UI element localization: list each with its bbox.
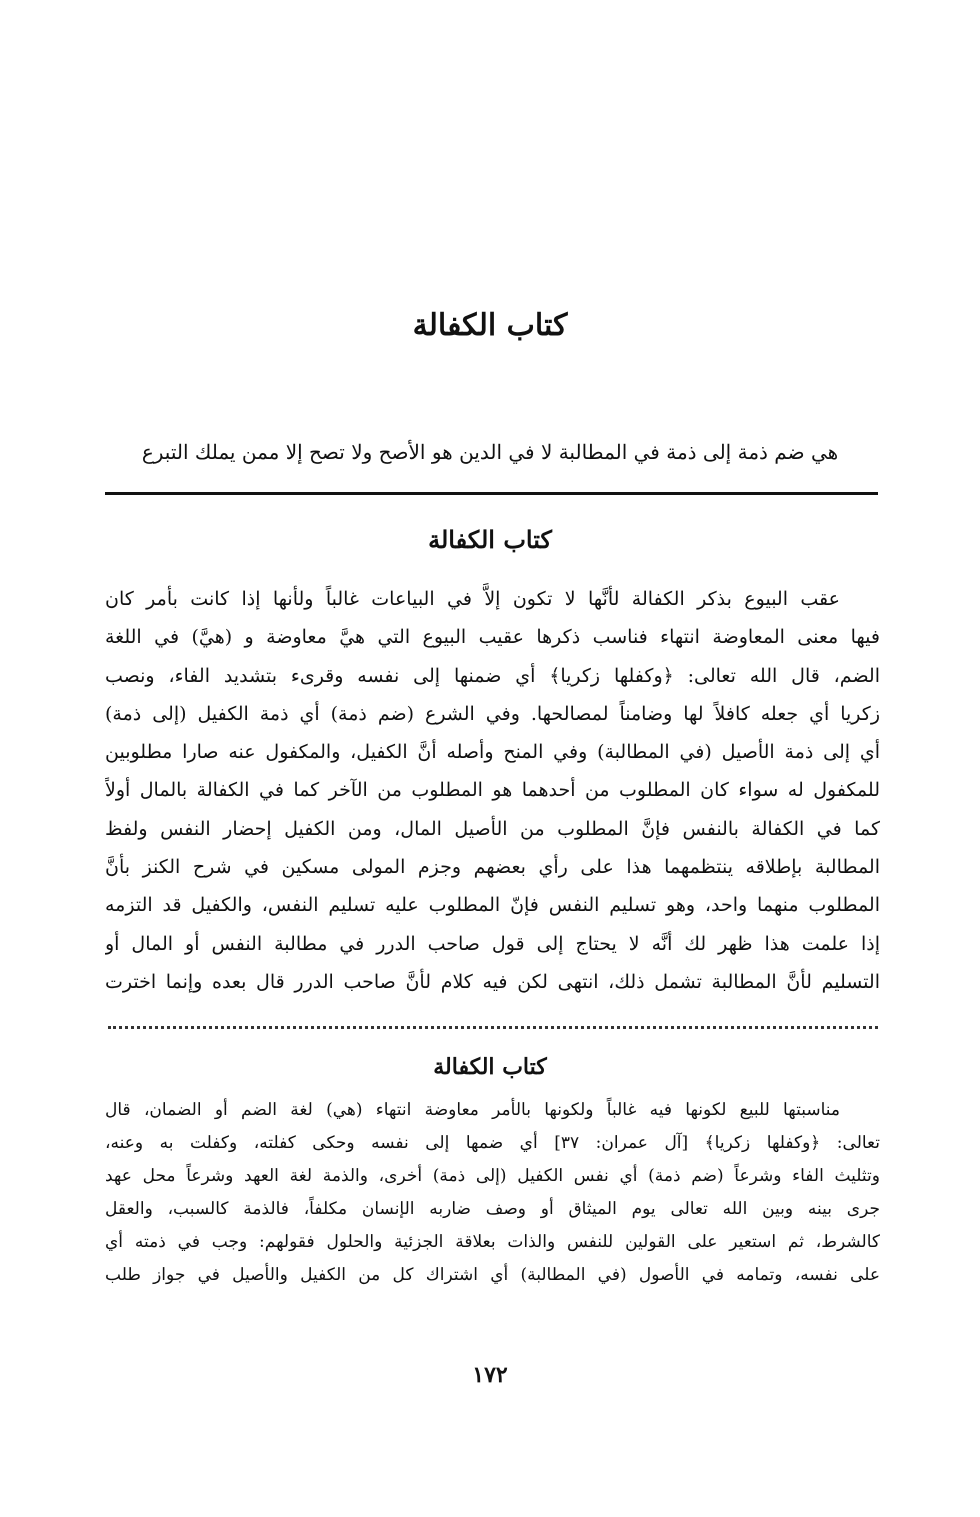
text-line: على نفسه، وتمامه في الأصول (في المطالبة) أي اشتراك كل من الكفيل والأصيل في جواز طلب — [105, 1265, 880, 1285]
text-line: وتثليث الفاء وشرعاً (ضم ذمة) أي نفس الكفيل (إلى ذمة) أخرى، والذمة لغة العهد وشرعاً محل عهد — [105, 1166, 880, 1186]
text-line: تعالى: ﴿وكفلها زكريا﴾ [آل عمران: ٣٧] أي ضمها إلى نفسه وحكى كفلته، وكفلت به وعنه، — [105, 1133, 880, 1153]
text-line: زكريا أي جعله كافلاً لها وضامناً لمصالحها. وفي الشرع (ضم ذمة) أي ذمة الكفيل (إلى ذمة) — [105, 702, 880, 725]
text-line: فيها معنى المعاوضة انتهاء فناسب ذكرها عقيب البيوع التي هيَّ معاوضة و (هيَّ) في اللغة — [105, 626, 880, 649]
divider-rule — [105, 492, 878, 495]
text-line: مناسبتها للبيع لكونها فيه غالباً ولكونها بالأمر معاوضة انتهاء (هي) لغة الضم أو الضمان، قال — [105, 1100, 840, 1120]
commentary-2-body — [105, 1094, 880, 1292]
text-line: إذا علمت هذا ظهر لك أنَّه لا يحتاج إلى قول صاحب الدرر في مطالبة النفس أو المال أو — [105, 932, 880, 955]
text-line: المطالبة بإطلاقه ينتظمهما هذا على رأي بعضهم وجزم المولى مسكين في شرح الكنز بأنَّ — [105, 856, 880, 879]
text-line: المطلوب منهما واحد، وهو تسليم النفس فإنّ المطلوب عليه تسليم النفس، والكفيل قد التزمه — [105, 894, 880, 917]
text-line: أي إلى ذمة الأصيل (في المطالبة) وفي المنح وأصله أنَّ الكفيل، والمكفول عنه صارا مطلوبين — [105, 741, 880, 764]
commentary-2-heading: كتاب الكفالة — [433, 1054, 547, 1080]
text-line: كالشرط، ثم استعير على القولين للنفس والذات بعلاقة الجزئية والحلول فقولهم: وجب في ذمته أي — [105, 1232, 880, 1252]
text-line: للمكفول له سواء كان المطلوب من أحدهما هو المطلوب من الآخر كما في الكفالة بالمال أولاً — [105, 779, 880, 802]
commentary-1-body — [105, 580, 880, 1001]
text-line: الضم، قال الله تعالى: ﴿وكفلها زكريا﴾ أي ضمنها إلى نفسه وقرىء بتشديد الفاء، ونصب — [105, 664, 880, 687]
text-line: كما في الكفالة بالنفس فإنَّ المطلوب من الأصيل المال، ومن الكفيل إحضار النفس ولفظ — [105, 817, 880, 840]
text-line: التسليم لأنَّ المطالبة تشمل ذلك، انتهى لكن فيه كلام لأنَّ صاحب الدرر قال بعده وإنما اخترت — [105, 970, 880, 993]
text-line: عقب البيوع بذكر الكفالة لأنَّها لا تكون إلاَّ في البياعات غالباً ولأنها إذا كانت بأمر كان — [105, 588, 840, 610]
matn-text: هي ضم ذمة إلى ذمة في المطالبة لا في الدين هو الأصح ولا تصح إلا ممن يملك التبرع — [141, 440, 839, 464]
text-line: جرى بينه وبين الله تعالى يوم الميثاق أو وصف ضاربه الإنسان مكلفاً، فالذمة كالسبب، والعقل — [105, 1199, 880, 1219]
page-title: كتاب الكفالة — [412, 308, 568, 343]
dotted-separator — [108, 1026, 878, 1029]
commentary-1-heading: كتاب الكفالة — [428, 525, 552, 554]
page-number: ١٧٢ — [472, 1362, 508, 1388]
